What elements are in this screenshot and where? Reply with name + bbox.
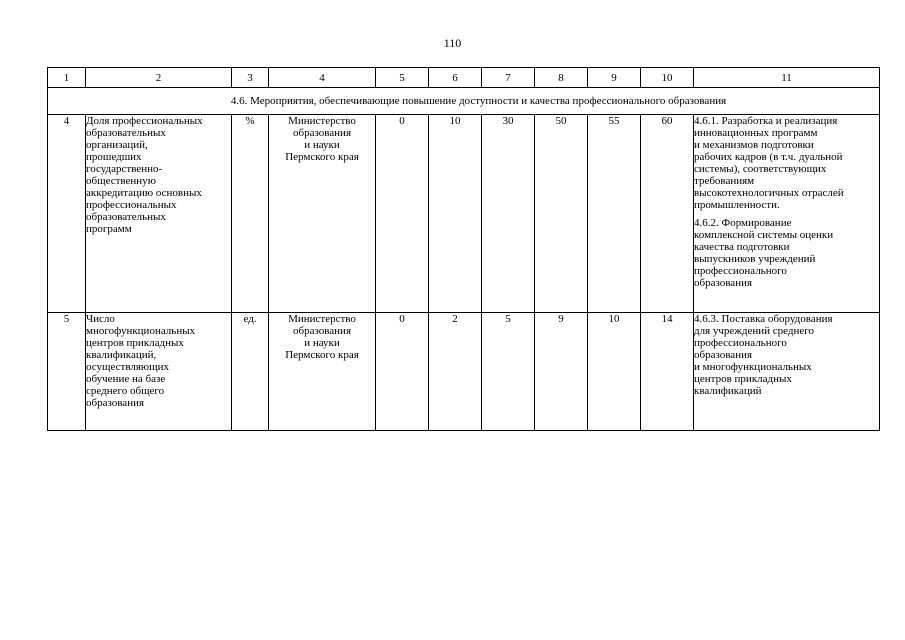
column-number: 6 <box>429 68 482 88</box>
value-cell: 14 <box>641 313 694 431</box>
text-line: инновационных программ <box>694 127 818 139</box>
text-line: комплексной системы оценки <box>694 229 834 241</box>
text-line: Доля профессиональных <box>86 115 203 127</box>
text-line: Министерство <box>288 115 356 127</box>
column-number: 3 <box>232 68 269 88</box>
section-title: 4.6. Мероприятия, обеспечивающие повышение доступности и качества профессионального образования <box>48 88 880 115</box>
unit: ед. <box>232 313 269 431</box>
value-cell: 9 <box>535 313 588 431</box>
value-cell: 0 <box>376 313 429 431</box>
text-line: образования <box>292 325 352 337</box>
text-line: организаций, <box>86 139 148 151</box>
text-line: качества подготовки <box>694 241 790 253</box>
value-cell: 2 <box>429 313 482 431</box>
value-cell: 30 <box>482 115 535 313</box>
text-line: образования <box>694 277 753 289</box>
row-number: 4 <box>48 115 86 313</box>
unit: % <box>232 115 269 313</box>
text-line: среднего общего <box>86 385 165 397</box>
text-line: промышленности. <box>694 199 780 211</box>
text-line: образовательных <box>86 127 166 139</box>
measure-item <box>694 115 879 211</box>
value-cell: 50 <box>535 115 588 313</box>
text-line: Пермского края <box>285 349 359 361</box>
column-number: 5 <box>376 68 429 88</box>
text-line: требованиям <box>694 175 755 187</box>
measure-item <box>694 217 879 289</box>
text-line: прошедших <box>86 151 142 163</box>
text-line: 4.6.2. Формирование <box>694 217 792 229</box>
responsible-body <box>269 313 376 431</box>
text-line: центров прикладных <box>86 337 184 349</box>
text-line: центров прикладных <box>694 373 792 385</box>
text-line: для учреждений среднего <box>694 325 815 337</box>
text-line: образования <box>86 397 145 409</box>
text-line: осуществляющих <box>86 361 169 373</box>
text-line: образования <box>292 127 352 139</box>
value-cell: 10 <box>588 313 641 431</box>
text-line: 4.6.1. Разработка и реализация <box>694 115 838 127</box>
measures-cell <box>694 115 880 313</box>
text-line: профессиональных <box>86 199 177 211</box>
column-number: 4 <box>269 68 376 88</box>
text-line: выпускников учреждений <box>694 253 816 265</box>
column-number: 8 <box>535 68 588 88</box>
value-cell: 5 <box>482 313 535 431</box>
measures-cell <box>694 313 880 431</box>
text-line: и многофункциональных <box>694 361 812 373</box>
indicators-table <box>47 67 880 431</box>
page-number: 110 <box>443 36 462 50</box>
column-number: 7 <box>482 68 535 88</box>
value-cell: 10 <box>429 115 482 313</box>
column-number: 11 <box>694 68 880 88</box>
text-line: образования <box>694 349 753 361</box>
text-line: общественную <box>86 175 156 187</box>
text-line: системы), соответствующих <box>694 163 827 175</box>
indicator-name <box>86 115 232 313</box>
text-line: высокотехнологичных отраслей <box>694 187 844 199</box>
responsible-body <box>269 115 376 313</box>
text-line: аккредитацию основных <box>86 187 202 199</box>
text-line: Министерство <box>288 313 356 325</box>
table-row <box>48 115 880 313</box>
column-number: 10 <box>641 68 694 88</box>
table-row <box>48 313 880 431</box>
text-line: программ <box>86 223 132 235</box>
text-line: обучение на базе <box>86 373 166 385</box>
text-line: 4.6.3. Поставка оборудования <box>694 313 833 325</box>
text-line: Пермского края <box>285 151 359 163</box>
text-line: профессионального <box>694 337 787 349</box>
text-line: Число <box>86 313 115 325</box>
text-line: рабочих кадров (в т.ч. дуальной <box>694 151 843 163</box>
column-number: 9 <box>588 68 641 88</box>
text-line: государственно- <box>86 163 163 175</box>
value-cell: 55 <box>588 115 641 313</box>
text-line: многофункциональных <box>86 325 196 337</box>
text-line: квалификаций, <box>86 349 157 361</box>
column-number: 2 <box>86 68 232 88</box>
column-number: 1 <box>48 68 86 88</box>
measure-item <box>694 313 879 397</box>
value-cell: 0 <box>376 115 429 313</box>
text-line: и науки <box>304 139 340 151</box>
indicator-name <box>86 313 232 431</box>
text-line: образовательных <box>86 211 166 223</box>
value-cell: 60 <box>641 115 694 313</box>
text-line: и науки <box>304 337 340 349</box>
row-number: 5 <box>48 313 86 431</box>
text-line: и механизмов подготовки <box>694 139 814 151</box>
text-line: профессионального <box>694 265 787 277</box>
text-line: квалификаций <box>694 385 762 397</box>
column-number-row <box>48 68 880 88</box>
section-row <box>48 88 880 115</box>
